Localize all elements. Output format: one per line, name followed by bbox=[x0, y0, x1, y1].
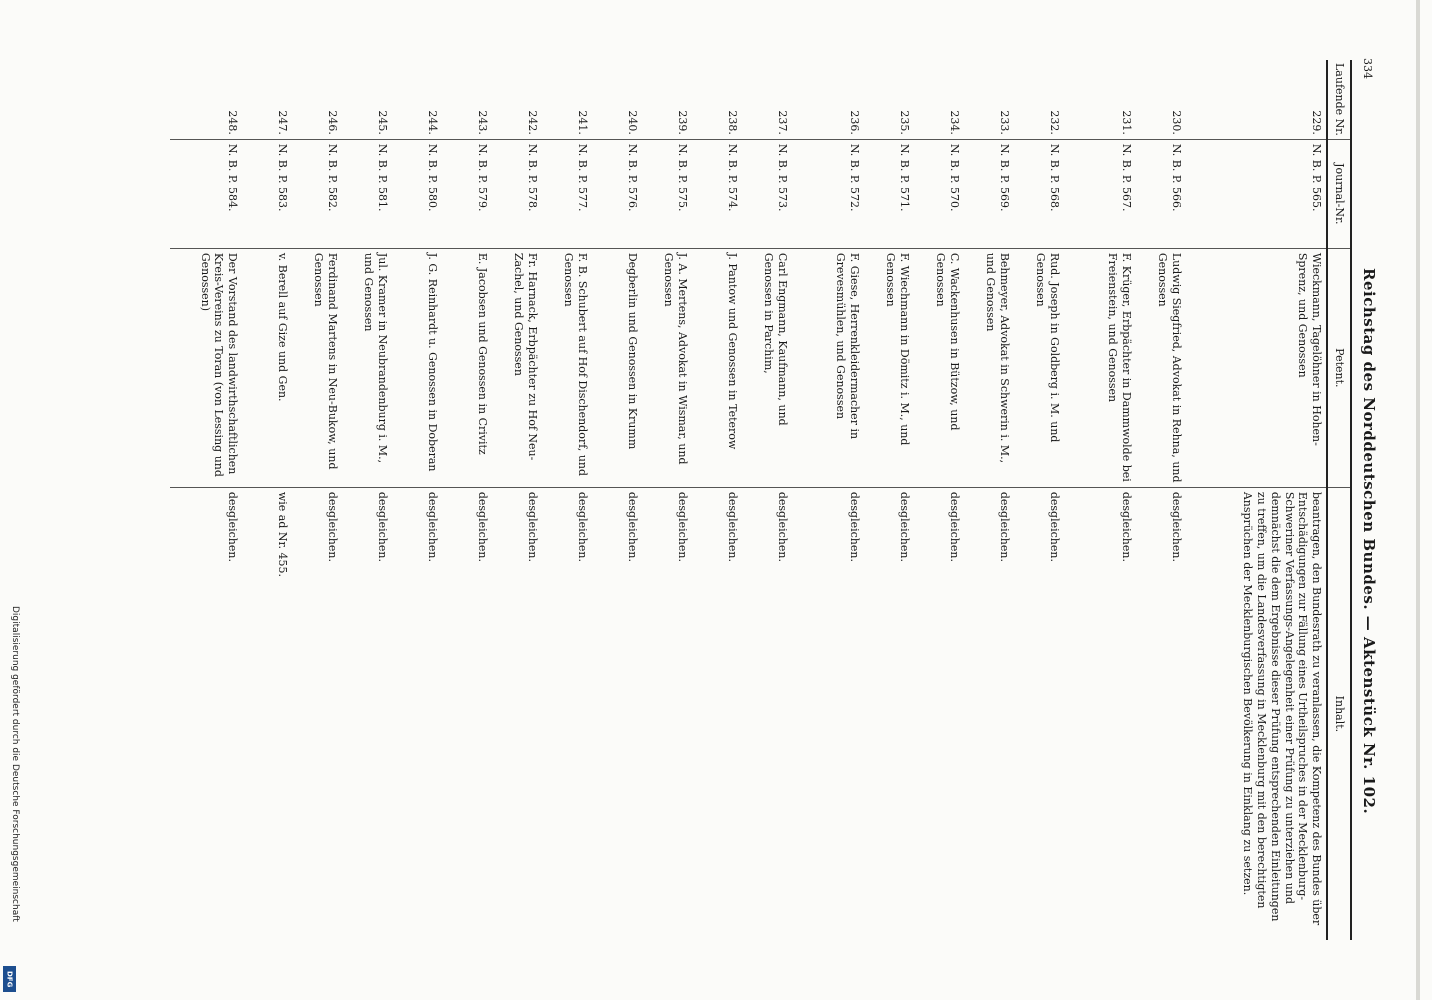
rotated-page bbox=[130, 40, 1380, 980]
cell-inhalt: desgleichen. bbox=[542, 487, 592, 940]
cell-inhalt: wie ad Nr. 455. bbox=[242, 487, 292, 940]
cell-journal: N. B. P. 575. bbox=[642, 139, 692, 248]
cell-no: 248. bbox=[226, 110, 240, 135]
cell-journal: N. B. P. 574. bbox=[692, 139, 742, 248]
cell-no: 245. bbox=[376, 110, 390, 135]
cell-journal: N. B. P. 577. bbox=[542, 139, 592, 248]
cell-petent: C. Wackenhusen in Bützow, und Genossen bbox=[914, 248, 964, 487]
cell-no: 233. bbox=[998, 110, 1012, 135]
cell-inhalt: desgleichen. bbox=[392, 487, 442, 940]
table-row bbox=[170, 60, 242, 940]
cell-journal: N. B. P. 583. bbox=[242, 139, 292, 248]
table-row bbox=[242, 60, 292, 940]
cell-no: 239. bbox=[676, 110, 690, 135]
cell-petent: Behmeyer, Advokat in Schwerin i. M., und Genossen bbox=[964, 248, 1014, 487]
cell-no: 232. bbox=[1048, 110, 1062, 135]
cell-petent: J. A. Mertens, Advokat in Wismar, und Genossen bbox=[642, 248, 692, 487]
cell-journal: N. B. P. 580. bbox=[392, 139, 442, 248]
cell-petent: J. G. Reinhardt u. Genossen in Doberan bbox=[392, 248, 442, 487]
cell-no: 234. bbox=[948, 110, 962, 135]
cell-no: 235. bbox=[898, 110, 912, 135]
cell-no: 243. bbox=[476, 110, 490, 135]
cell-no: 241. bbox=[576, 110, 590, 135]
cell-inhalt: desgleichen. bbox=[592, 487, 642, 940]
table-row bbox=[492, 60, 542, 940]
table-row bbox=[542, 60, 592, 940]
cell-no: 238. bbox=[726, 110, 740, 135]
table-row bbox=[1136, 60, 1186, 940]
cell-inhalt: desgleichen. bbox=[642, 487, 692, 940]
cell-no: 237. bbox=[776, 110, 790, 135]
cell-journal: N. B. P. 565. bbox=[1186, 139, 1327, 248]
cell-inhalt: desgleichen. bbox=[170, 487, 242, 940]
cell-petent: Ludwig Siegfried, Advokat in Rehna, und Genossen bbox=[1136, 248, 1186, 487]
table-row bbox=[792, 60, 864, 940]
cell-inhalt: desgleichen. bbox=[914, 487, 964, 940]
col-header-journal: Journal-Nr. bbox=[1327, 139, 1351, 248]
petition-table bbox=[170, 60, 1352, 940]
cell-petent: J. Pantow und Genossen in Teterow bbox=[692, 248, 742, 487]
cell-inhalt: desgleichen. bbox=[1064, 487, 1136, 940]
cell-journal: N. B. P. 572. bbox=[792, 139, 864, 248]
page-number: 334 bbox=[1361, 58, 1374, 79]
cell-petent: Fr. Harnack, Erbpächter zu Hof Neu-Zachel, und Genossen bbox=[492, 248, 542, 487]
table-row bbox=[292, 60, 342, 940]
col-header-lfd: Laufende Nr. bbox=[1327, 60, 1351, 139]
cell-petent: Carl Engmann, Kaufmann, und Genossen in Parchim, bbox=[742, 248, 792, 487]
table-row bbox=[964, 60, 1014, 940]
cell-inhalt: desgleichen. bbox=[1014, 487, 1064, 940]
table-row bbox=[442, 60, 492, 940]
cell-petent: F. Krüger, Erbpächter in Dammwolde bei Freienstein, und Genossen bbox=[1064, 248, 1136, 487]
cell-petent: F. B. Schubert auf Hof Dischendorf, und Genossen bbox=[542, 248, 592, 487]
cell-journal: N. B. P. 582. bbox=[292, 139, 342, 248]
cell-inhalt: desgleichen. bbox=[492, 487, 542, 940]
cell-petent: v. Berell auf Gize und Gen. bbox=[242, 248, 292, 487]
table-row bbox=[742, 60, 792, 940]
page-title: Reichstag des Norddeutschen Bundes. — Aktenstück Nr. 102. bbox=[1360, 268, 1378, 815]
cell-no: 230. bbox=[1170, 110, 1184, 135]
table-row bbox=[1014, 60, 1064, 940]
cell-journal: N. B. P. 576. bbox=[592, 139, 642, 248]
cell-no: 242. bbox=[526, 110, 540, 135]
cell-inhalt: desgleichen. bbox=[792, 487, 864, 940]
cell-no: 236. bbox=[848, 110, 862, 135]
cell-petent: F. Giese, Herrenkleidermacher in Grevesmühlen, und Genossen bbox=[792, 248, 864, 487]
cell-no: 247. bbox=[276, 110, 290, 135]
cell-journal: N. B. P. 573. bbox=[742, 139, 792, 248]
cell-inhalt: desgleichen. bbox=[342, 487, 392, 940]
cell-inhalt: desgleichen. bbox=[864, 487, 914, 940]
digitization-credit bbox=[8, 606, 24, 986]
cell-inhalt: desgleichen. bbox=[1136, 487, 1186, 940]
table-row bbox=[1186, 60, 1327, 940]
table-row bbox=[392, 60, 442, 940]
cell-journal: N. B. P. 581. bbox=[342, 139, 392, 248]
cell-journal: N. B. P. 568. bbox=[1014, 139, 1064, 248]
cell-inhalt: desgleichen. bbox=[692, 487, 742, 940]
cell-petent: Wieckmann, Tagelöhner in Hohen-Sprenz, und Genossen bbox=[1186, 248, 1327, 487]
cell-journal: N. B. P. 571. bbox=[864, 139, 914, 248]
cell-journal: N. B. P. 579. bbox=[442, 139, 492, 248]
cell-inhalt: desgleichen. bbox=[292, 487, 342, 940]
col-header-petent: Petent. bbox=[1327, 248, 1351, 487]
cell-journal: N. B. P. 578. bbox=[492, 139, 542, 248]
table-row bbox=[914, 60, 964, 940]
cell-journal: N. B. P. 570. bbox=[914, 139, 964, 248]
table-row bbox=[692, 60, 742, 940]
cell-no: 246. bbox=[326, 110, 340, 135]
table-row bbox=[592, 60, 642, 940]
cell-no: 240. bbox=[626, 110, 640, 135]
table-row bbox=[342, 60, 392, 940]
cell-petent: F. Wiechmann in Dömitz i. M., und Genossen bbox=[864, 248, 914, 487]
cell-inhalt: beantragen, den Bundesrath zu veranlassen, die Kompetenz des Bundes über Entschädigungen zur Fällung eines Urtheilspruches in der Mecklenburg-Schweriner Verfassungs-Angelegenheit einer Prüfung zu unterziehen und demnächst die dem Ergebnisse dieser Prüfung entsprechenden Einleitungen zu treffen, um die Landesverfassung in Mecklenburg mit den berechtigten Ansprüchen der Mecklenburgischen Bevölkerung in Einklang zu setzen. bbox=[1186, 487, 1327, 940]
page-edge bbox=[1416, 0, 1420, 1000]
cell-petent: Ferdinand Martens in Neu-Bukow, und Genossen bbox=[292, 248, 342, 487]
table-row bbox=[864, 60, 914, 940]
table-row bbox=[642, 60, 692, 940]
cell-petent: Jul. Kramer in Neubrandenburg i. M., und Genossen bbox=[342, 248, 392, 487]
cell-inhalt: desgleichen. bbox=[742, 487, 792, 940]
cell-petent: Degberlin und Genossen in Krumm bbox=[592, 248, 642, 487]
cell-petent: Rud. Joseph in Goldberg i. M. und Genossen bbox=[1014, 248, 1064, 487]
cell-no: 244. bbox=[426, 110, 440, 135]
cell-petent: Der Vorstand des landwirthschaftlichen Kreis-Vereins zu Toran (von Lessing und Genossen) bbox=[170, 248, 242, 487]
table-header-row bbox=[1327, 60, 1351, 940]
cell-inhalt: desgleichen. bbox=[964, 487, 1014, 940]
digitization-credit-text: Digitalisierung gefördert durch die Deutsche Forschungsgemeinschaft bbox=[10, 606, 20, 922]
cell-inhalt: desgleichen. bbox=[442, 487, 492, 940]
cell-journal: N. B. P. 584. bbox=[170, 139, 242, 248]
dfg-logo: DFG bbox=[3, 966, 16, 992]
cell-journal: N. B. P. 567. bbox=[1064, 139, 1136, 248]
cell-petent: E. Jacobsen und Genossen in Crivitz bbox=[442, 248, 492, 487]
table-row bbox=[1064, 60, 1136, 940]
cell-journal: N. B. P. 566. bbox=[1136, 139, 1186, 248]
col-header-inhalt: Inhalt. bbox=[1327, 487, 1351, 940]
cell-journal: N. B. P. 569. bbox=[964, 139, 1014, 248]
cell-no: 231. bbox=[1120, 110, 1134, 135]
cell-no: 229. bbox=[1310, 110, 1324, 135]
page-header bbox=[1356, 58, 1378, 958]
